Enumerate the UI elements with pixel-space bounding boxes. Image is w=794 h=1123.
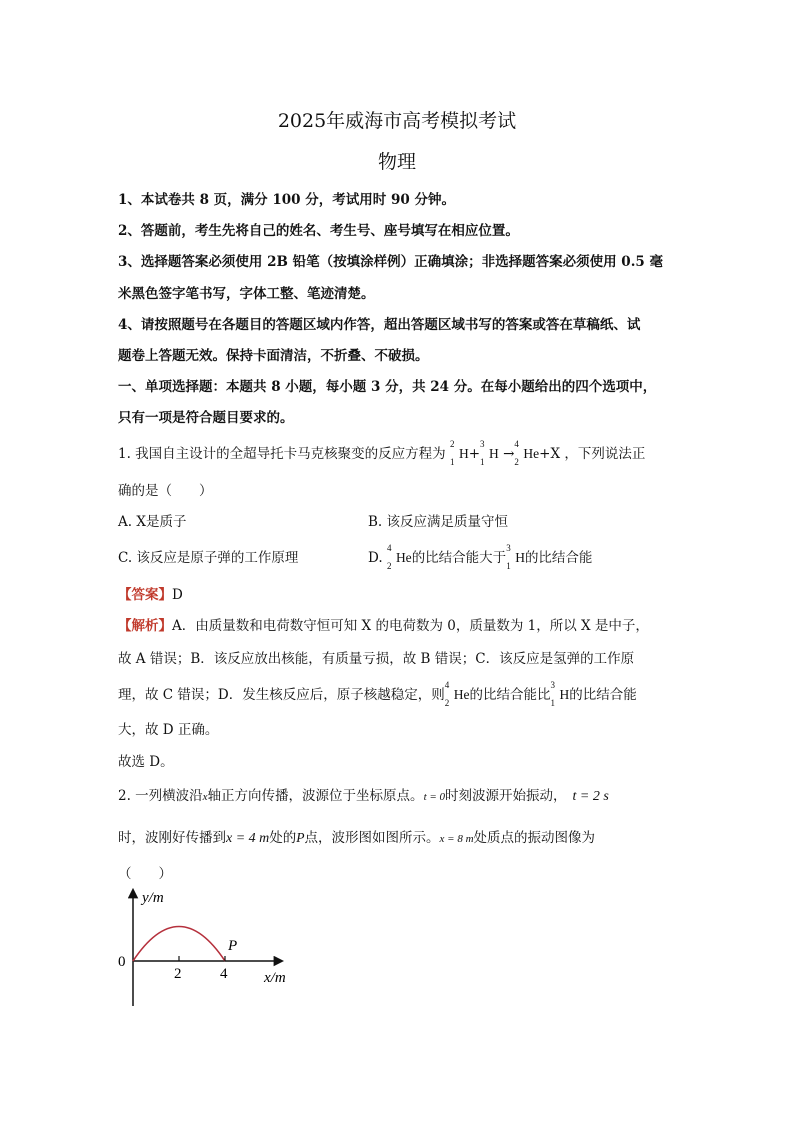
q2-text-a: 2. 一列横波沿 [118, 788, 203, 804]
option-d-post: 的比结合能 [524, 550, 593, 566]
q1-conclusion: 故选 D。 [118, 754, 174, 770]
analysis-label: 【解析】 [118, 618, 172, 634]
math-x: x [202, 791, 208, 803]
instruction-1: 1、本试卷共 8 页，满分 100 分，考试用时 90 分钟。 [118, 192, 455, 208]
tick-label-4: 4 [220, 966, 228, 982]
subject-title: 物理 [377, 151, 416, 173]
nuclide-he4: 4 2 He [514, 439, 540, 467]
analysis-text-3: 理，故 C 错误；D．发生核反应后，原子核越稳定，则 [118, 687, 445, 703]
instruction-2: 2、答题前，考生先将自己的姓名、考生号、座号填写在相应位置。 [118, 223, 519, 239]
q1-analysis-line3 [118, 680, 637, 708]
origin-label: 0 [118, 954, 126, 970]
arrow: → [503, 446, 515, 462]
q1-stem-a: 1. 我国自主设计的全超导托卡马克核聚变的反应方程为 [118, 446, 446, 462]
q2-text-d: 时，波刚好传播到 [118, 830, 226, 846]
option-d-prefix: D. [368, 550, 387, 566]
answer-value: D [172, 587, 183, 603]
q1-option-d [368, 543, 593, 571]
q2-text-f: 点，波形图如图所示。 [304, 830, 440, 846]
analysis-text-1: A．由质量数和电荷数守恒可知 X 的电荷数为 0，质量数为 1，所以 X 是中子， [172, 618, 649, 634]
q2-blank: （ ） [118, 866, 172, 882]
q1-option-c: C. 该反应是原子弹的工作原理 [118, 550, 299, 566]
q1-option-a: A. X是质子 [118, 514, 187, 530]
plus-sign: + [539, 446, 551, 462]
point-p-label: P [228, 938, 238, 954]
nuclide-h2: 2 1 H [449, 439, 469, 467]
q1-analysis-line2: 故 A 错误；B．该反应放出核能，有质量亏损，故 B 错误；C．该反应是氢弹的工作原 [118, 651, 635, 667]
section-heading-line2: 只有一项是符合题目要求的。 [118, 410, 294, 426]
q1-analysis-line4: 大，故 D 正确。 [118, 722, 219, 738]
instruction-3b: 米黑色签字笔书写，字体工整、笔迹清楚。 [118, 286, 375, 302]
nuclide-h3: 3 1 H [480, 439, 499, 467]
particle-x: X [550, 446, 561, 462]
tick-label-2: 2 [174, 966, 182, 982]
nuclide-h3: 3 1 H [550, 680, 570, 708]
x-axis-label: x/m [264, 970, 286, 986]
q1-stem-b: ，下列说法正 [564, 446, 646, 462]
q1-stem-line1 [118, 439, 646, 467]
nuclide-h3: 3 1 H [506, 543, 525, 571]
wave-figure [112, 884, 312, 1014]
instruction-3a: 3、选择题答案必须使用 2B 铅笔（按填涂样例）正确填涂；非选择题答案必须使用 0.5 毫 [118, 254, 663, 270]
q2-text-e: 处的 [269, 830, 297, 846]
q1-answer [118, 583, 183, 603]
analysis-text-3b: 的比结合能比 [469, 687, 551, 703]
math-x4: x = 4 m [226, 831, 270, 846]
option-d-mid: 的比结合能大于 [411, 550, 507, 566]
q2-stem-line1 [118, 784, 609, 805]
math-t2: t = 2 s [572, 789, 609, 804]
math-p: P [296, 830, 305, 845]
section-heading-line1: 一、单项选择题：本题共 8 小题，每小题 3 分，共 24 分。在每小题给出的四个选项中， [118, 379, 657, 395]
answer-label: 【答案】 [118, 587, 172, 603]
instruction-4b: 题卷上答题无效。保持卡面清洁，不折叠、不破损。 [118, 348, 429, 364]
q2-text-c: 时刻波源开始振动， [445, 788, 567, 804]
plus-sign: + [468, 446, 481, 462]
math-x8: x = 8 m [439, 833, 474, 845]
q1-stem-line2: 确的是（ ） [118, 483, 213, 499]
wave-curve [133, 927, 225, 962]
analysis-text-3c: 的比结合能 [569, 687, 637, 703]
nuclide-he4: 4 2 He [444, 680, 470, 708]
exam-title: 2025年威海市高考模拟考试 [277, 110, 517, 132]
q1-option-b: B. 该反应满足质量守恒 [368, 514, 509, 530]
y-axis-label: y/m [142, 890, 164, 906]
nuclide-he4: 4 2 He [386, 543, 412, 571]
instruction-4a: 4、请按照题号在各题目的答题区域内作答，超出答题区域书写的答案或答在草稿纸、试 [118, 317, 641, 333]
q2-text-g: 处质点的振动图像为 [473, 830, 596, 846]
q1-analysis-line1 [118, 614, 649, 634]
math-t0: t = 0 [423, 791, 446, 803]
q2-text-b: 轴正方向传播，波源位于坐标原点。 [207, 788, 424, 804]
q2-stem-line2 [118, 826, 595, 847]
